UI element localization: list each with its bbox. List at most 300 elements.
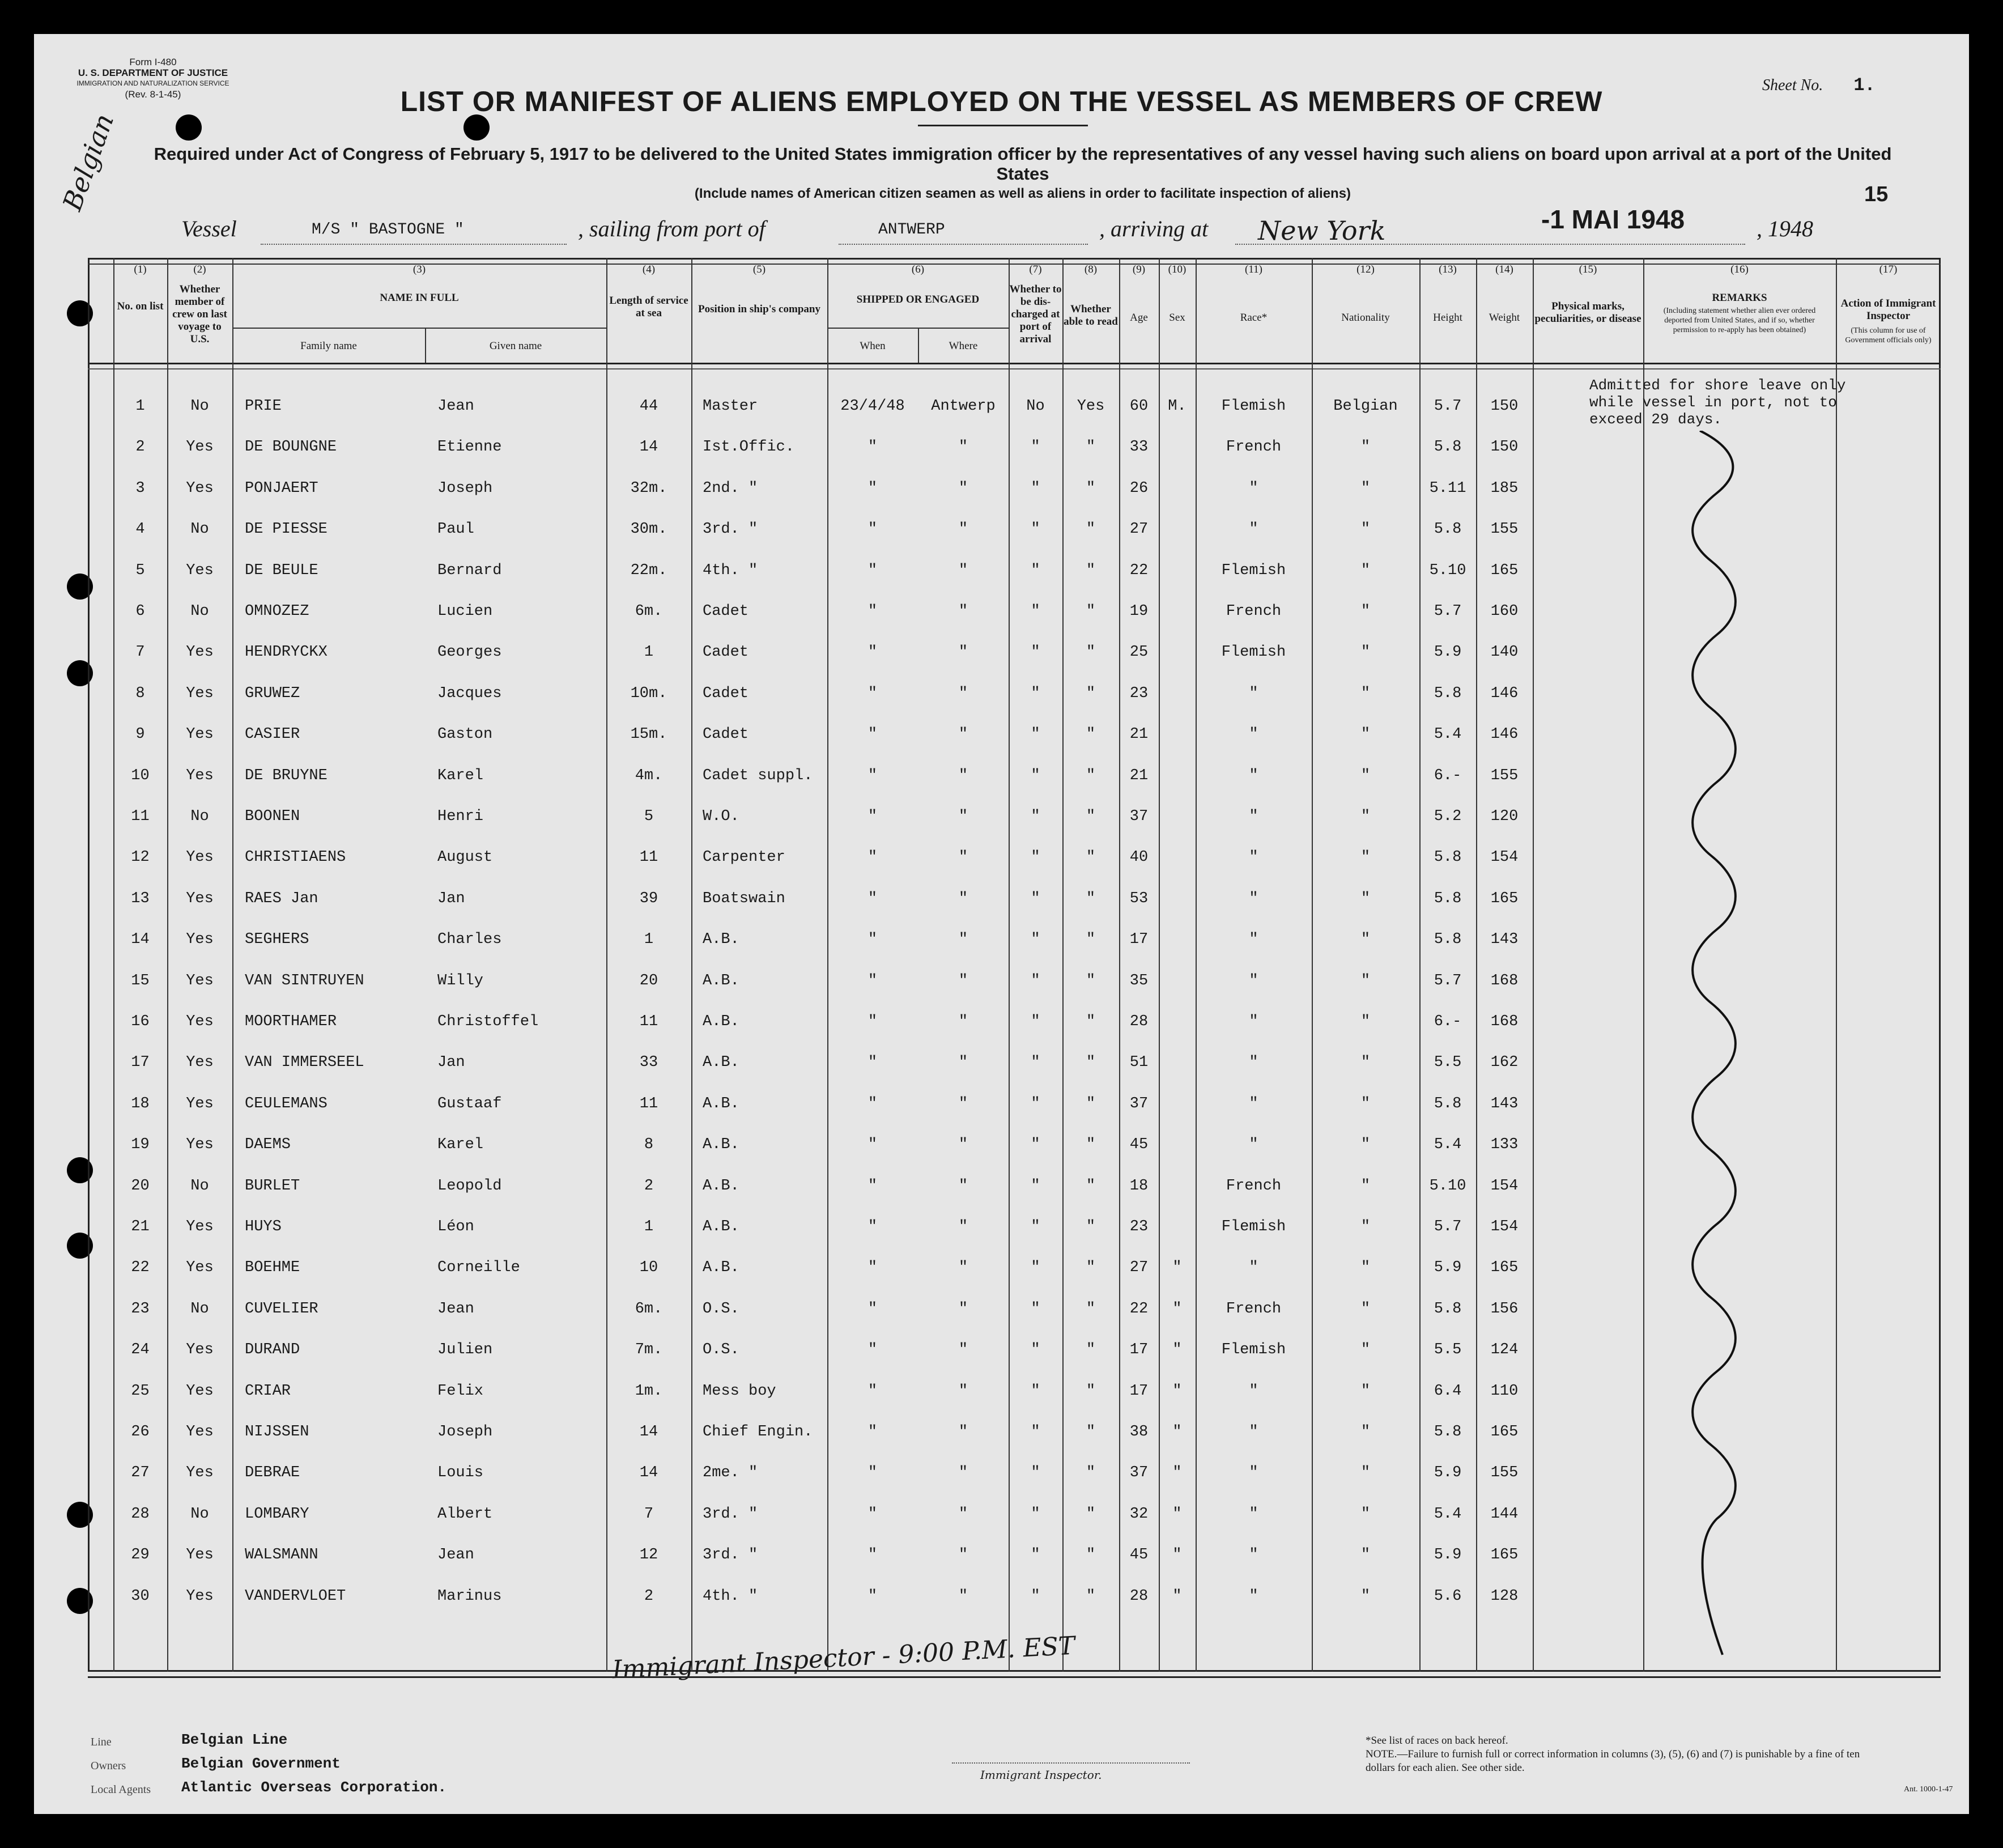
cell-weight: 154 bbox=[1490, 1178, 1519, 1195]
cell-family: HENDRYCKX bbox=[245, 644, 328, 661]
cell-service: 12 bbox=[639, 1547, 658, 1564]
cell-family: NIJSSEN bbox=[245, 1424, 309, 1441]
cell-read: " bbox=[1086, 1259, 1096, 1276]
cell-read: " bbox=[1086, 1341, 1096, 1358]
cell-nat: " bbox=[1360, 1054, 1371, 1071]
cell-where: " bbox=[958, 931, 968, 948]
cell-disch: " bbox=[1031, 726, 1040, 743]
hdr-remarks-note: (Including statement whether alien ever ordered deported from United States, and if so, whether permission to re-apply has been obtained) bbox=[1663, 307, 1816, 334]
cell-nat: " bbox=[1360, 1588, 1371, 1605]
col-number: (9) bbox=[1132, 264, 1146, 275]
cell-sex: M. bbox=[1168, 398, 1187, 415]
cell-family: PONJAERT bbox=[245, 480, 318, 497]
cell-race: " bbox=[1249, 726, 1258, 743]
cell-height: 5.8 bbox=[1434, 685, 1462, 702]
cell-when: " bbox=[867, 562, 878, 579]
cell-family: DE PIESSE bbox=[245, 521, 328, 538]
cell-nat: " bbox=[1360, 1218, 1371, 1235]
cell-position: O.S. bbox=[703, 1341, 739, 1358]
hdr-read: Whether able to read bbox=[1064, 303, 1118, 328]
cell-position: Cadet suppl. bbox=[703, 767, 813, 784]
cell-nat: " bbox=[1360, 644, 1371, 661]
hdr-height: Height bbox=[1433, 312, 1462, 324]
hdr-family: Family name bbox=[300, 340, 357, 352]
cell-service: 10m. bbox=[630, 685, 667, 702]
cell-position: Cadet bbox=[703, 644, 749, 661]
cell-read: " bbox=[1086, 1178, 1096, 1195]
form-rev: (Rev. 8-1-45) bbox=[125, 89, 181, 100]
cell-where: " bbox=[958, 1341, 968, 1358]
cell-disch: " bbox=[1031, 1588, 1040, 1605]
sheet-number bbox=[1762, 75, 1876, 96]
cell-family: CHRISTIAENS bbox=[245, 849, 346, 866]
cell-age: 37 bbox=[1129, 808, 1149, 825]
cell-age: 45 bbox=[1129, 1547, 1149, 1564]
cell-where: " bbox=[958, 1095, 968, 1112]
cell-height: 5.4 bbox=[1434, 726, 1462, 743]
col-number: (1) bbox=[134, 264, 147, 275]
col-number: (5) bbox=[752, 264, 766, 275]
cell-when: " bbox=[867, 726, 878, 743]
cell-given: Louis bbox=[437, 1464, 484, 1481]
col-number: (7) bbox=[1029, 264, 1042, 275]
cell-when: " bbox=[867, 1301, 878, 1318]
cell-disch: " bbox=[1031, 849, 1040, 866]
cell-age: 38 bbox=[1129, 1424, 1149, 1441]
cell-family: DAEMS bbox=[245, 1136, 291, 1153]
cell-position: O.S. bbox=[703, 1301, 739, 1318]
cell-family: CASIER bbox=[245, 726, 300, 743]
cell-age: 27 bbox=[1129, 521, 1149, 538]
cell-us: Yes bbox=[186, 1588, 214, 1605]
hdr-member-us: Whether member of crew on last voyage to U.S. bbox=[172, 283, 227, 345]
cell-position: Ist.Offic. bbox=[703, 439, 795, 456]
cell-service: 20 bbox=[639, 972, 658, 989]
cell-disch: " bbox=[1031, 1259, 1040, 1276]
col-number: (3) bbox=[412, 264, 426, 275]
cell-age: 23 bbox=[1129, 1218, 1149, 1235]
cell-nat: " bbox=[1360, 1136, 1371, 1153]
cell-service: 14 bbox=[639, 1464, 658, 1481]
hdr-marks: Physical marks, peculiarities, or disease bbox=[1534, 300, 1641, 325]
cell-read: " bbox=[1086, 1464, 1096, 1481]
cell-disch: No bbox=[1026, 398, 1045, 415]
cell-us: Yes bbox=[186, 1136, 214, 1153]
cell-read: " bbox=[1086, 1095, 1096, 1112]
cell-service: 2 bbox=[644, 1588, 654, 1605]
cell-when: " bbox=[867, 603, 878, 620]
cell-family: LOMBARY bbox=[245, 1506, 309, 1523]
cell-race: French bbox=[1226, 603, 1282, 620]
cell-position: A.B. bbox=[703, 972, 739, 989]
cell-sex: " bbox=[1172, 1341, 1182, 1358]
col-number: (12) bbox=[1356, 264, 1375, 275]
cell-given: Jean bbox=[437, 1547, 474, 1564]
cell-race: Flemish bbox=[1221, 1218, 1286, 1235]
cell-no: 30 bbox=[131, 1588, 150, 1605]
sailing-label: , sailing from port of bbox=[578, 216, 766, 241]
cell-given: Albert bbox=[437, 1506, 493, 1523]
cell-race: " bbox=[1249, 890, 1258, 907]
form-dept: U. S. DEPARTMENT OF JUSTICE bbox=[78, 67, 228, 78]
cell-us: Yes bbox=[186, 726, 214, 743]
hdr-inspector-note: (This column for use of Government officials only) bbox=[1845, 326, 1932, 345]
cell-weight: 143 bbox=[1490, 1095, 1519, 1112]
cell-where: " bbox=[958, 890, 968, 907]
hdr-sex: Sex bbox=[1169, 312, 1185, 324]
cell-when: " bbox=[867, 1218, 878, 1235]
cell-service: 22m. bbox=[630, 562, 667, 579]
cell-family: DE BRUYNE bbox=[245, 767, 328, 784]
cell-race: " bbox=[1249, 1136, 1258, 1153]
cell-no: 15 bbox=[131, 972, 150, 989]
cell-read: " bbox=[1086, 808, 1096, 825]
cell-service: 44 bbox=[639, 398, 658, 415]
sheet-value: 1. bbox=[1853, 75, 1876, 96]
cell-when: 23/4/48 bbox=[840, 398, 905, 415]
cell-us: Yes bbox=[186, 1547, 214, 1564]
cell-race: Flemish bbox=[1221, 398, 1286, 415]
arrival-date-stamp: -1 MAI 1948 bbox=[1541, 205, 1685, 234]
cell-read: Yes bbox=[1077, 398, 1105, 415]
hdr-discharged: Whether to be dis-charged at port of arrival bbox=[1009, 283, 1062, 345]
cell-service: 4m. bbox=[635, 767, 663, 784]
cell-no: 23 bbox=[131, 1301, 150, 1318]
cell-race: " bbox=[1249, 808, 1258, 825]
cell-given: Jean bbox=[437, 1301, 474, 1318]
cell-when: " bbox=[867, 767, 878, 784]
cell-disch: " bbox=[1031, 1013, 1040, 1030]
cell-read: " bbox=[1086, 931, 1096, 948]
cell-race: " bbox=[1249, 1424, 1258, 1441]
cell-position: A.B. bbox=[703, 1136, 739, 1153]
cell-given: Karel bbox=[437, 1136, 484, 1153]
cell-height: 5.9 bbox=[1434, 1259, 1462, 1276]
cell-nat: " bbox=[1360, 480, 1371, 497]
cell-us: Yes bbox=[186, 972, 214, 989]
cell-family: OMNOZEZ bbox=[245, 603, 309, 620]
cell-where: " bbox=[958, 1013, 968, 1030]
cell-height: 5.8 bbox=[1434, 890, 1462, 907]
cell-weight: 140 bbox=[1490, 644, 1519, 661]
cell-us: Yes bbox=[186, 849, 214, 866]
cell-weight: 155 bbox=[1490, 1464, 1519, 1481]
cell-read: " bbox=[1086, 1054, 1096, 1071]
cell-family: SEGHERS bbox=[245, 931, 309, 948]
cell-no: 27 bbox=[131, 1464, 150, 1481]
cell-nat: " bbox=[1360, 1013, 1371, 1030]
cell-read: " bbox=[1086, 603, 1096, 620]
cell-where: Antwerp bbox=[931, 398, 996, 415]
cell-nat: " bbox=[1360, 1383, 1371, 1400]
subtitle: Required under Act of Congress of February 5, 1917 to be delivered to the United States immigration officer by the representatives of any vessel having such aliens on board upon arrival at a port of the United States bbox=[154, 144, 1892, 184]
cell-family: RAES Jan bbox=[245, 890, 318, 907]
cell-race: Flemish bbox=[1221, 562, 1286, 579]
cell-us: No bbox=[190, 398, 209, 415]
cell-family: DE BOUNGNE bbox=[245, 439, 337, 456]
hdr-where: Where bbox=[949, 340, 978, 352]
cell-height: 5.10 bbox=[1429, 1178, 1466, 1195]
cell-race: " bbox=[1249, 521, 1258, 538]
cell-age: 19 bbox=[1129, 603, 1149, 620]
dotted-rule bbox=[839, 244, 1088, 245]
cell-weight: 156 bbox=[1490, 1301, 1519, 1318]
cell-given: Jan bbox=[437, 1054, 465, 1071]
cell-read: " bbox=[1086, 1136, 1096, 1153]
inspector-caption: Immigrant Inspector. bbox=[980, 1768, 1102, 1782]
cell-age: 37 bbox=[1129, 1095, 1149, 1112]
cell-age: 35 bbox=[1129, 972, 1149, 989]
cell-race: " bbox=[1249, 1259, 1258, 1276]
cell-read: " bbox=[1086, 1588, 1096, 1605]
punch-hole bbox=[463, 114, 490, 141]
cell-weight: 146 bbox=[1490, 685, 1519, 702]
cell-position: A.B. bbox=[703, 1178, 739, 1195]
cell-weight: 185 bbox=[1490, 480, 1519, 497]
line-value: Belgian Line bbox=[181, 1731, 288, 1748]
cell-us: No bbox=[190, 603, 209, 620]
cell-service: 14 bbox=[639, 1424, 658, 1441]
cell-service: 11 bbox=[639, 1013, 658, 1030]
cell-height: 5.11 bbox=[1429, 480, 1466, 497]
cell-position: Cadet bbox=[703, 726, 749, 743]
cell-no: 4 bbox=[135, 521, 145, 538]
cell-us: Yes bbox=[186, 1341, 214, 1358]
cell-when: " bbox=[867, 1341, 878, 1358]
cell-where: " bbox=[958, 562, 968, 579]
owners-value: Belgian Government bbox=[181, 1755, 341, 1772]
cell-height: 5.9 bbox=[1434, 1464, 1462, 1481]
cell-service: 1 bbox=[644, 644, 654, 661]
cell-nat: " bbox=[1360, 1547, 1371, 1564]
cell-where: " bbox=[958, 1464, 968, 1481]
vessel-name: M/S " BASTOGNE " bbox=[312, 221, 464, 239]
cell-read: " bbox=[1086, 849, 1096, 866]
cell-no: 26 bbox=[131, 1424, 150, 1441]
cell-nat: " bbox=[1360, 1095, 1371, 1112]
cell-read: " bbox=[1086, 726, 1096, 743]
cell-disch: " bbox=[1031, 1136, 1040, 1153]
cell-weight: 165 bbox=[1490, 1259, 1519, 1276]
cell-given: Lucien bbox=[437, 603, 493, 620]
cell-read: " bbox=[1086, 562, 1096, 579]
cell-us: Yes bbox=[186, 1013, 214, 1030]
cell-where: " bbox=[958, 1547, 968, 1564]
cell-disch: " bbox=[1031, 931, 1040, 948]
page-title: LIST OR MANIFEST OF ALIENS EMPLOYED ON THE VESSEL AS MEMBERS OF CREW bbox=[400, 86, 1603, 117]
cell-family: BURLET bbox=[245, 1178, 300, 1195]
cell-height: 6.- bbox=[1434, 1013, 1462, 1030]
cell-given: Marinus bbox=[437, 1588, 502, 1605]
table-header-bottom bbox=[88, 363, 1941, 364]
cell-when: " bbox=[867, 1054, 878, 1071]
cell-us: No bbox=[190, 1506, 209, 1523]
hdr-name: NAME IN FULL bbox=[380, 292, 459, 304]
cell-disch: " bbox=[1031, 767, 1040, 784]
cell-us: Yes bbox=[186, 1259, 214, 1276]
cell-given: Gustaaf bbox=[437, 1095, 502, 1112]
sheet-label: Sheet No. bbox=[1762, 77, 1823, 94]
hdr-remarks: REMARKS bbox=[1712, 292, 1767, 304]
hdr-service: Length of service at sea bbox=[609, 295, 688, 319]
col-number: (2) bbox=[193, 264, 206, 275]
cell-position: Master bbox=[703, 398, 758, 415]
cell-no: 25 bbox=[131, 1383, 150, 1400]
cell-given: Leopold bbox=[437, 1178, 502, 1195]
cell-position: 4th. " bbox=[703, 1588, 758, 1605]
cell-position: 3rd. " bbox=[703, 521, 758, 538]
remarks-wavy-line bbox=[1655, 431, 1779, 1660]
cell-race: " bbox=[1249, 1547, 1258, 1564]
cell-disch: " bbox=[1031, 685, 1040, 702]
cell-position: A.B. bbox=[703, 1095, 739, 1112]
col-number: (10) bbox=[1168, 264, 1187, 275]
cell-nat: " bbox=[1360, 1464, 1371, 1481]
col-number: (16) bbox=[1730, 264, 1749, 275]
cell-age: 51 bbox=[1129, 1054, 1149, 1071]
cell-race: " bbox=[1249, 480, 1258, 497]
cell-position: A.B. bbox=[703, 1013, 739, 1030]
cell-service: 14 bbox=[639, 439, 658, 456]
cell-sex: " bbox=[1172, 1259, 1182, 1276]
cell-disch: " bbox=[1031, 562, 1040, 579]
cell-height: 5.8 bbox=[1434, 931, 1462, 948]
cell-given: Henri bbox=[437, 808, 484, 825]
cell-family: VAN IMMERSEEL bbox=[245, 1054, 364, 1071]
cell-race: " bbox=[1249, 1013, 1258, 1030]
col-number: (17) bbox=[1879, 264, 1898, 275]
cell-disch: " bbox=[1031, 1054, 1040, 1071]
cell-position: A.B. bbox=[703, 1054, 739, 1071]
cell-us: Yes bbox=[186, 1095, 214, 1112]
cell-height: 5.8 bbox=[1434, 521, 1462, 538]
cell-us: Yes bbox=[186, 931, 214, 948]
cell-race: Flemish bbox=[1221, 1341, 1286, 1358]
cell-when: " bbox=[867, 808, 878, 825]
cell-given: Charles bbox=[437, 931, 502, 948]
cell-age: 26 bbox=[1129, 480, 1149, 497]
cell-read: " bbox=[1086, 1506, 1096, 1523]
cell-us: Yes bbox=[186, 1424, 214, 1441]
cell-race: " bbox=[1249, 1464, 1258, 1481]
cell-service: 7 bbox=[644, 1506, 654, 1523]
cell-disch: " bbox=[1031, 1383, 1040, 1400]
cell-weight: 154 bbox=[1490, 849, 1519, 866]
cell-height: 5.7 bbox=[1434, 398, 1462, 415]
cell-nat: " bbox=[1360, 931, 1371, 948]
cell-read: " bbox=[1086, 644, 1096, 661]
remarks-note: Admitted for shore leave only while vessel in port, not to exceed 29 days. bbox=[1589, 377, 1846, 428]
cell-nat: " bbox=[1360, 972, 1371, 989]
cell-position: A.B. bbox=[703, 1259, 739, 1276]
cell-age: 45 bbox=[1129, 1136, 1149, 1153]
cell-given: Bernard bbox=[437, 562, 502, 579]
cell-sex: " bbox=[1172, 1588, 1182, 1605]
cell-service: 32m. bbox=[630, 480, 667, 497]
cell-position: A.B. bbox=[703, 1218, 739, 1235]
cell-weight: 162 bbox=[1490, 1054, 1519, 1071]
dotted-rule bbox=[1235, 244, 1745, 245]
cell-position: Mess boy bbox=[703, 1383, 776, 1400]
cell-service: 1 bbox=[644, 1218, 654, 1235]
cell-us: No bbox=[190, 1178, 209, 1195]
cell-age: 17 bbox=[1129, 931, 1149, 948]
cell-height: 5.6 bbox=[1434, 1588, 1462, 1605]
cell-age: 28 bbox=[1129, 1013, 1149, 1030]
cell-family: CUVELIER bbox=[245, 1301, 318, 1318]
cell-no: 16 bbox=[131, 1013, 150, 1030]
cell-given: Willy bbox=[437, 972, 484, 989]
cell-age: 23 bbox=[1129, 685, 1149, 702]
cell-given: Julien bbox=[437, 1341, 493, 1358]
cell-us: Yes bbox=[186, 1054, 214, 1071]
cell-where: " bbox=[958, 439, 968, 456]
cell-weight: 168 bbox=[1490, 1013, 1519, 1030]
cell-height: 5.7 bbox=[1434, 972, 1462, 989]
cell-where: " bbox=[958, 1424, 968, 1441]
cell-age: 40 bbox=[1129, 849, 1149, 866]
manifest-sheet bbox=[34, 34, 1969, 1814]
cell-weight: 144 bbox=[1490, 1506, 1519, 1523]
col-number: (6) bbox=[911, 264, 925, 275]
cell-read: " bbox=[1086, 1424, 1096, 1441]
form-service: IMMIGRATION AND NATURALIZATION SERVICE bbox=[76, 79, 229, 87]
cell-read: " bbox=[1086, 521, 1096, 538]
cell-height: 5.4 bbox=[1434, 1506, 1462, 1523]
cell-read: " bbox=[1086, 767, 1096, 784]
cell-no: 22 bbox=[131, 1259, 150, 1276]
cell-age: 22 bbox=[1129, 562, 1149, 579]
cell-family: VANDERVLOET bbox=[245, 1588, 346, 1605]
cell-read: " bbox=[1086, 1301, 1096, 1318]
cell-no: 17 bbox=[131, 1054, 150, 1071]
cell-height: 5.9 bbox=[1434, 644, 1462, 661]
cell-position: W.O. bbox=[703, 808, 739, 825]
shipped-subheader-rule bbox=[827, 328, 1009, 329]
cell-read: " bbox=[1086, 685, 1096, 702]
cell-service: 1m. bbox=[635, 1383, 663, 1400]
hdr-age: Age bbox=[1130, 312, 1148, 324]
hdr-shipped: SHIPPED OR ENGAGED bbox=[856, 294, 980, 305]
cell-no: 13 bbox=[131, 890, 150, 907]
cell-no: 18 bbox=[131, 1095, 150, 1112]
cell-read: " bbox=[1086, 439, 1096, 456]
cell-disch: " bbox=[1031, 603, 1040, 620]
cell-race: " bbox=[1249, 1588, 1258, 1605]
cell-us: Yes bbox=[186, 1218, 214, 1235]
cell-us: No bbox=[190, 808, 209, 825]
cell-where: " bbox=[958, 1259, 968, 1276]
cell-where: " bbox=[958, 1588, 968, 1605]
cell-age: 27 bbox=[1129, 1259, 1149, 1276]
cell-age: 21 bbox=[1129, 767, 1149, 784]
print-code: Ant. 1000-1-47 bbox=[1904, 1785, 1953, 1794]
cell-position: A.B. bbox=[703, 931, 739, 948]
cell-service: 10 bbox=[639, 1259, 658, 1276]
cell-no: 6 bbox=[135, 603, 145, 620]
cell-given: Jean bbox=[437, 398, 474, 415]
footer-info bbox=[91, 1731, 601, 1805]
cell-race: French bbox=[1226, 1301, 1282, 1318]
cell-when: " bbox=[867, 1095, 878, 1112]
cell-given: Georges bbox=[437, 644, 502, 661]
cell-where: " bbox=[958, 808, 968, 825]
cell-age: 17 bbox=[1129, 1383, 1149, 1400]
cell-given: August bbox=[437, 849, 493, 866]
cell-disch: " bbox=[1031, 890, 1040, 907]
cell-disch: " bbox=[1031, 1095, 1040, 1112]
cell-weight: 155 bbox=[1490, 521, 1519, 538]
